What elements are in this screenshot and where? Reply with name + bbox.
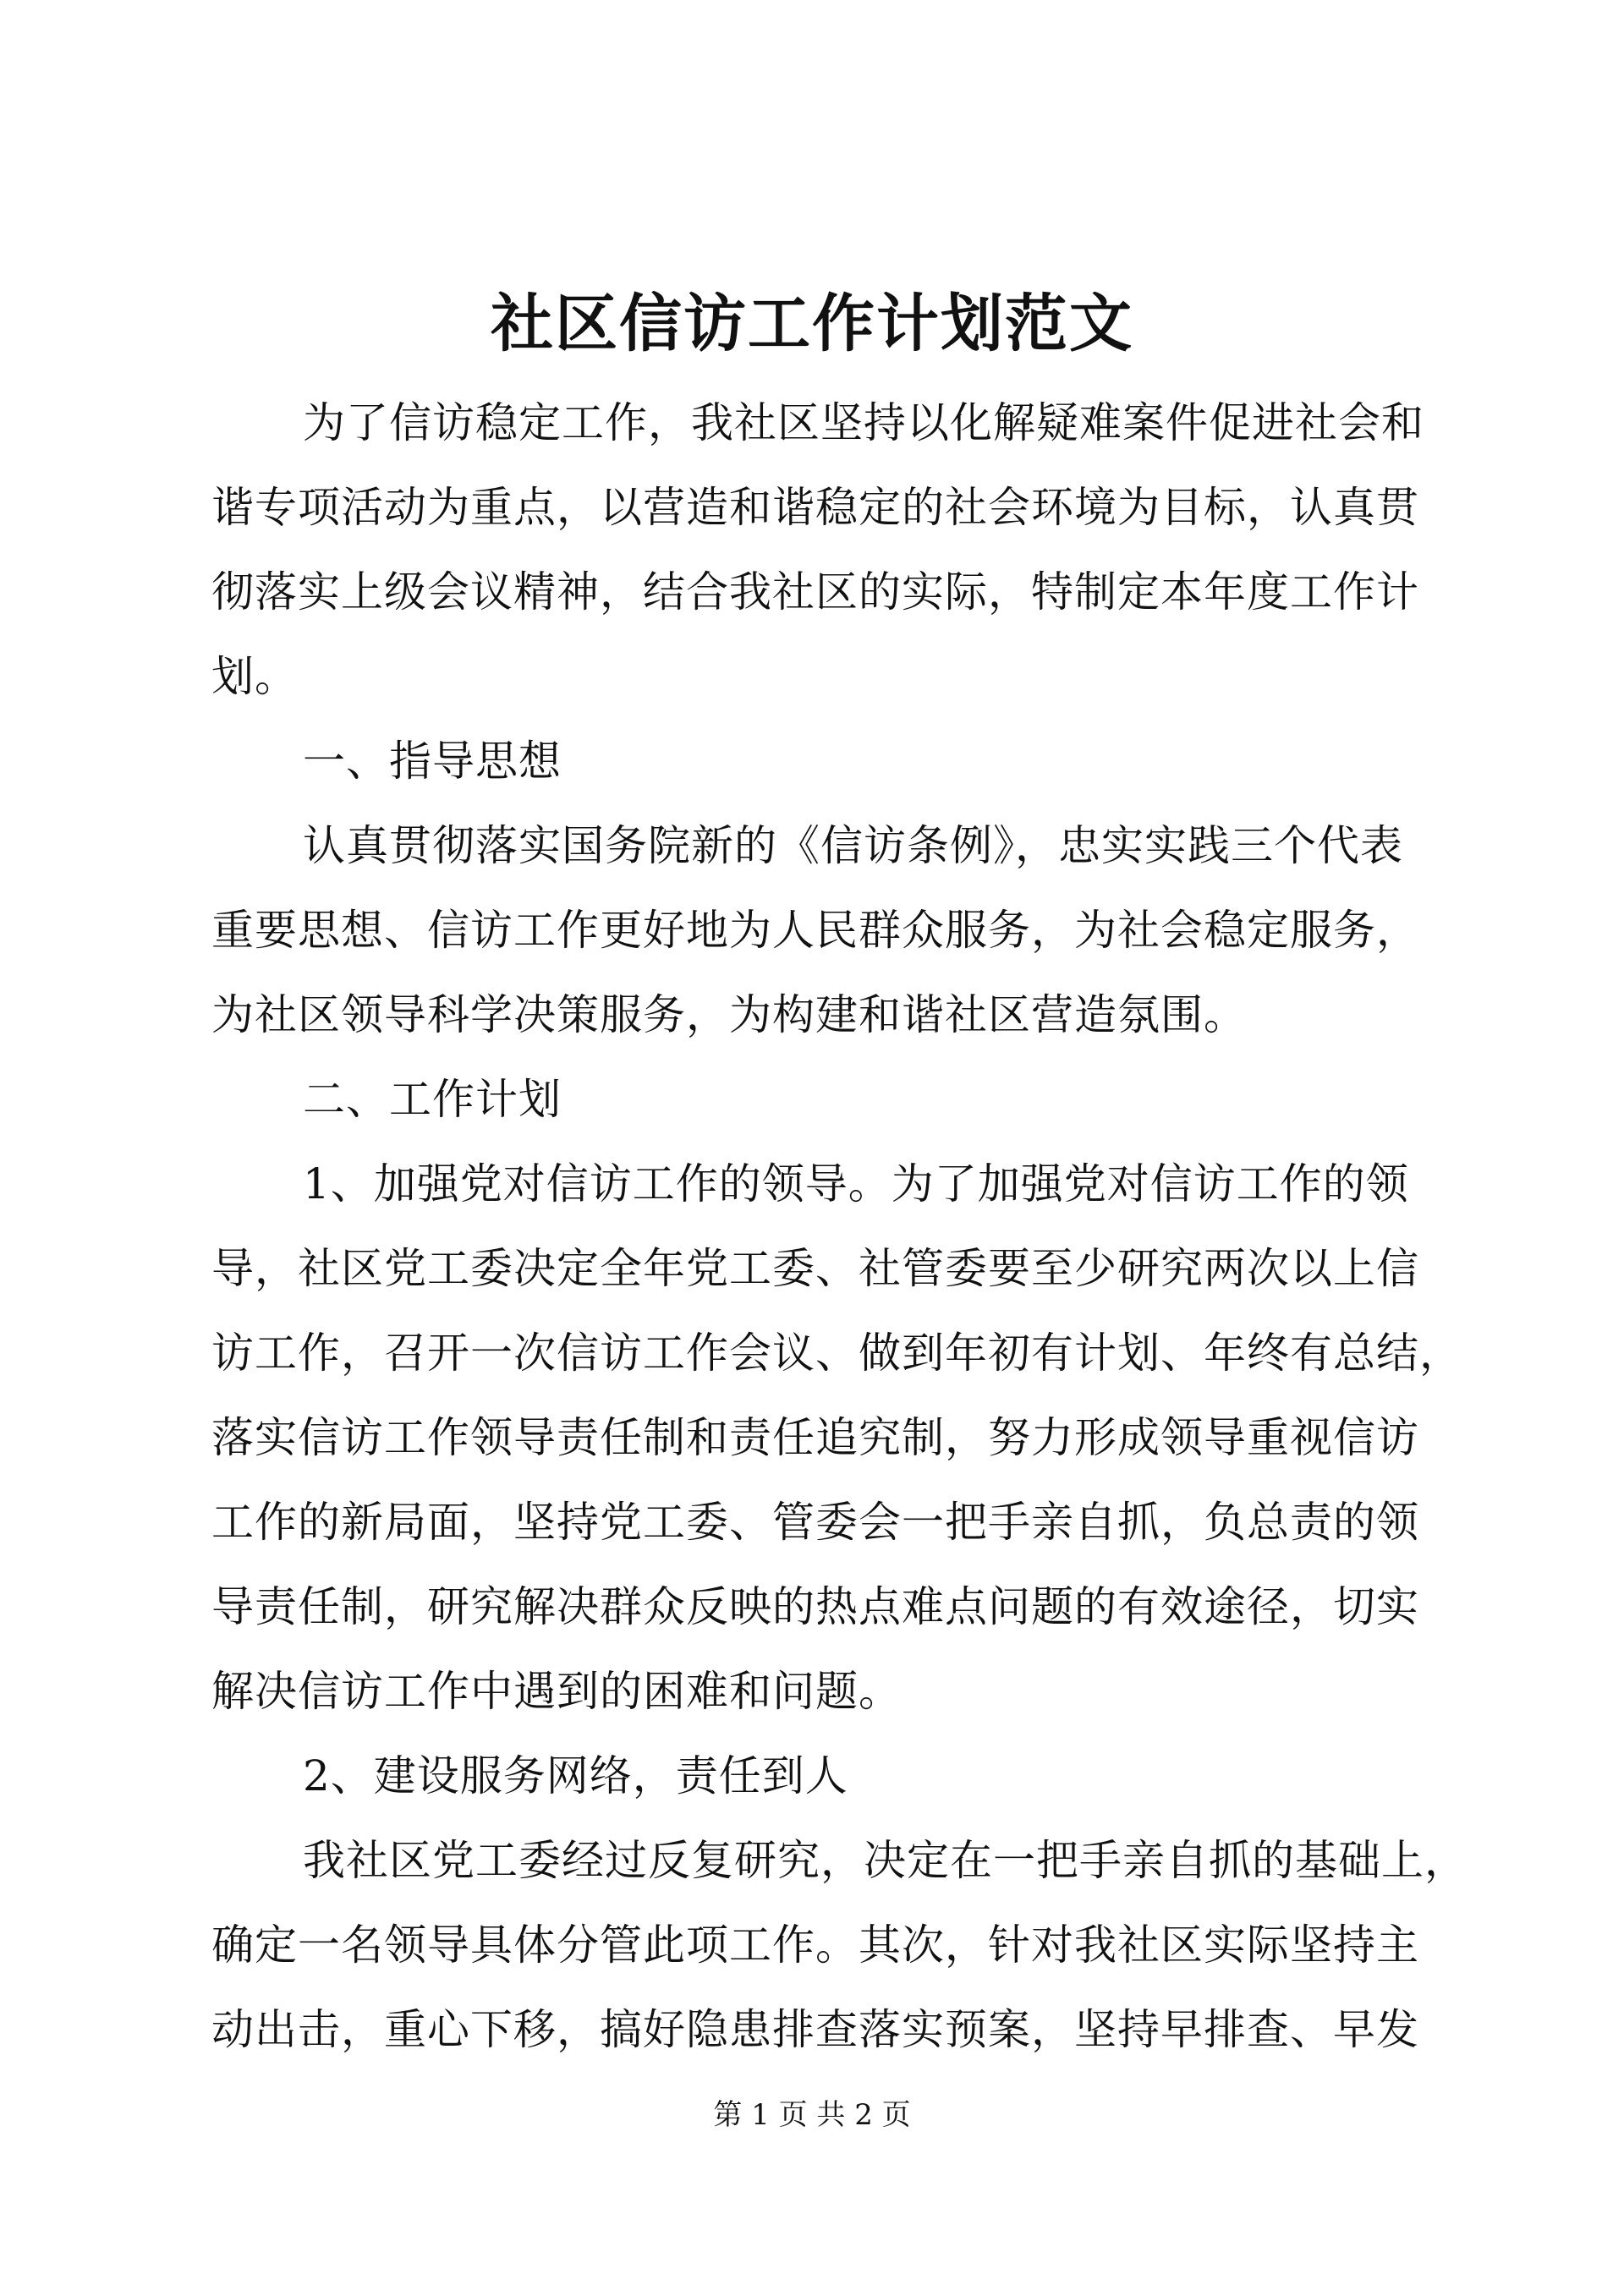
- paragraph-line: 解决信访工作中遇到的困难和问题。: [211, 1667, 902, 1716]
- subsection-heading: 2、建设服务网络，责任到人: [303, 1751, 848, 1800]
- paragraph-line: 落实信访工作领导责任制和责任追究制，努力形成领导重视信访: [211, 1413, 1419, 1462]
- paragraph-line: 为了信访稳定工作，我社区坚持以化解疑难案件促进社会和: [303, 398, 1424, 447]
- paragraph-line: 导责任制，研究解决群众反映的热点难点问题的有效途径，切实: [211, 1582, 1419, 1631]
- paragraph-line: 谐专项活动为重点，以营造和谐稳定的社会环境为目标，认真贯: [211, 483, 1419, 532]
- paragraph-line: 我社区党工委经过反复研究，决定在一把手亲自抓的基础上，: [303, 1836, 1468, 1885]
- paragraph-line: 访工作，召开一次信访工作会议、做到年初有计划、年终有总结，: [211, 1329, 1462, 1378]
- paragraph-line: 为社区领导科学决策服务，为构建和谐社区营造氛围。: [211, 990, 1247, 1039]
- section-heading: 二、工作计划: [303, 1075, 562, 1124]
- paragraph-line: 导，社区党工委决定全年党工委、社管委要至少研究两次以上信: [211, 1244, 1419, 1293]
- page-number-footer: 第 1 页 共 2 页: [713, 2098, 911, 2132]
- paragraph-line: 重要思想、信访工作更好地为人民群众服务，为社会稳定服务，: [211, 906, 1419, 955]
- paragraph-line: 彻落实上级会议精神，结合我社区的实际，特制定本年度工作计: [211, 567, 1419, 616]
- paragraph-line: 工作的新局面，坚持党工委、管委会一把手亲自抓，负总责的领: [211, 1498, 1419, 1547]
- paragraph-line: 认真贯彻落实国务院新的《信访条例》，忠实实践三个代表: [303, 821, 1403, 870]
- paragraph-line: 动出击，重心下移，搞好隐患排查落实预案，坚持早排查、早发: [211, 2005, 1419, 2054]
- paragraph-line: 划。: [211, 652, 298, 701]
- paragraph-line: 1、加强党对信访工作的领导。为了加强党对信访工作的领: [303, 1159, 1409, 1208]
- document-title: 社区信访工作计划范文: [491, 288, 1133, 360]
- section-heading: 一、指导思想: [303, 737, 562, 786]
- paragraph-line: 确定一名领导具体分管此项工作。其次，针对我社区实际坚持主: [211, 1921, 1419, 1970]
